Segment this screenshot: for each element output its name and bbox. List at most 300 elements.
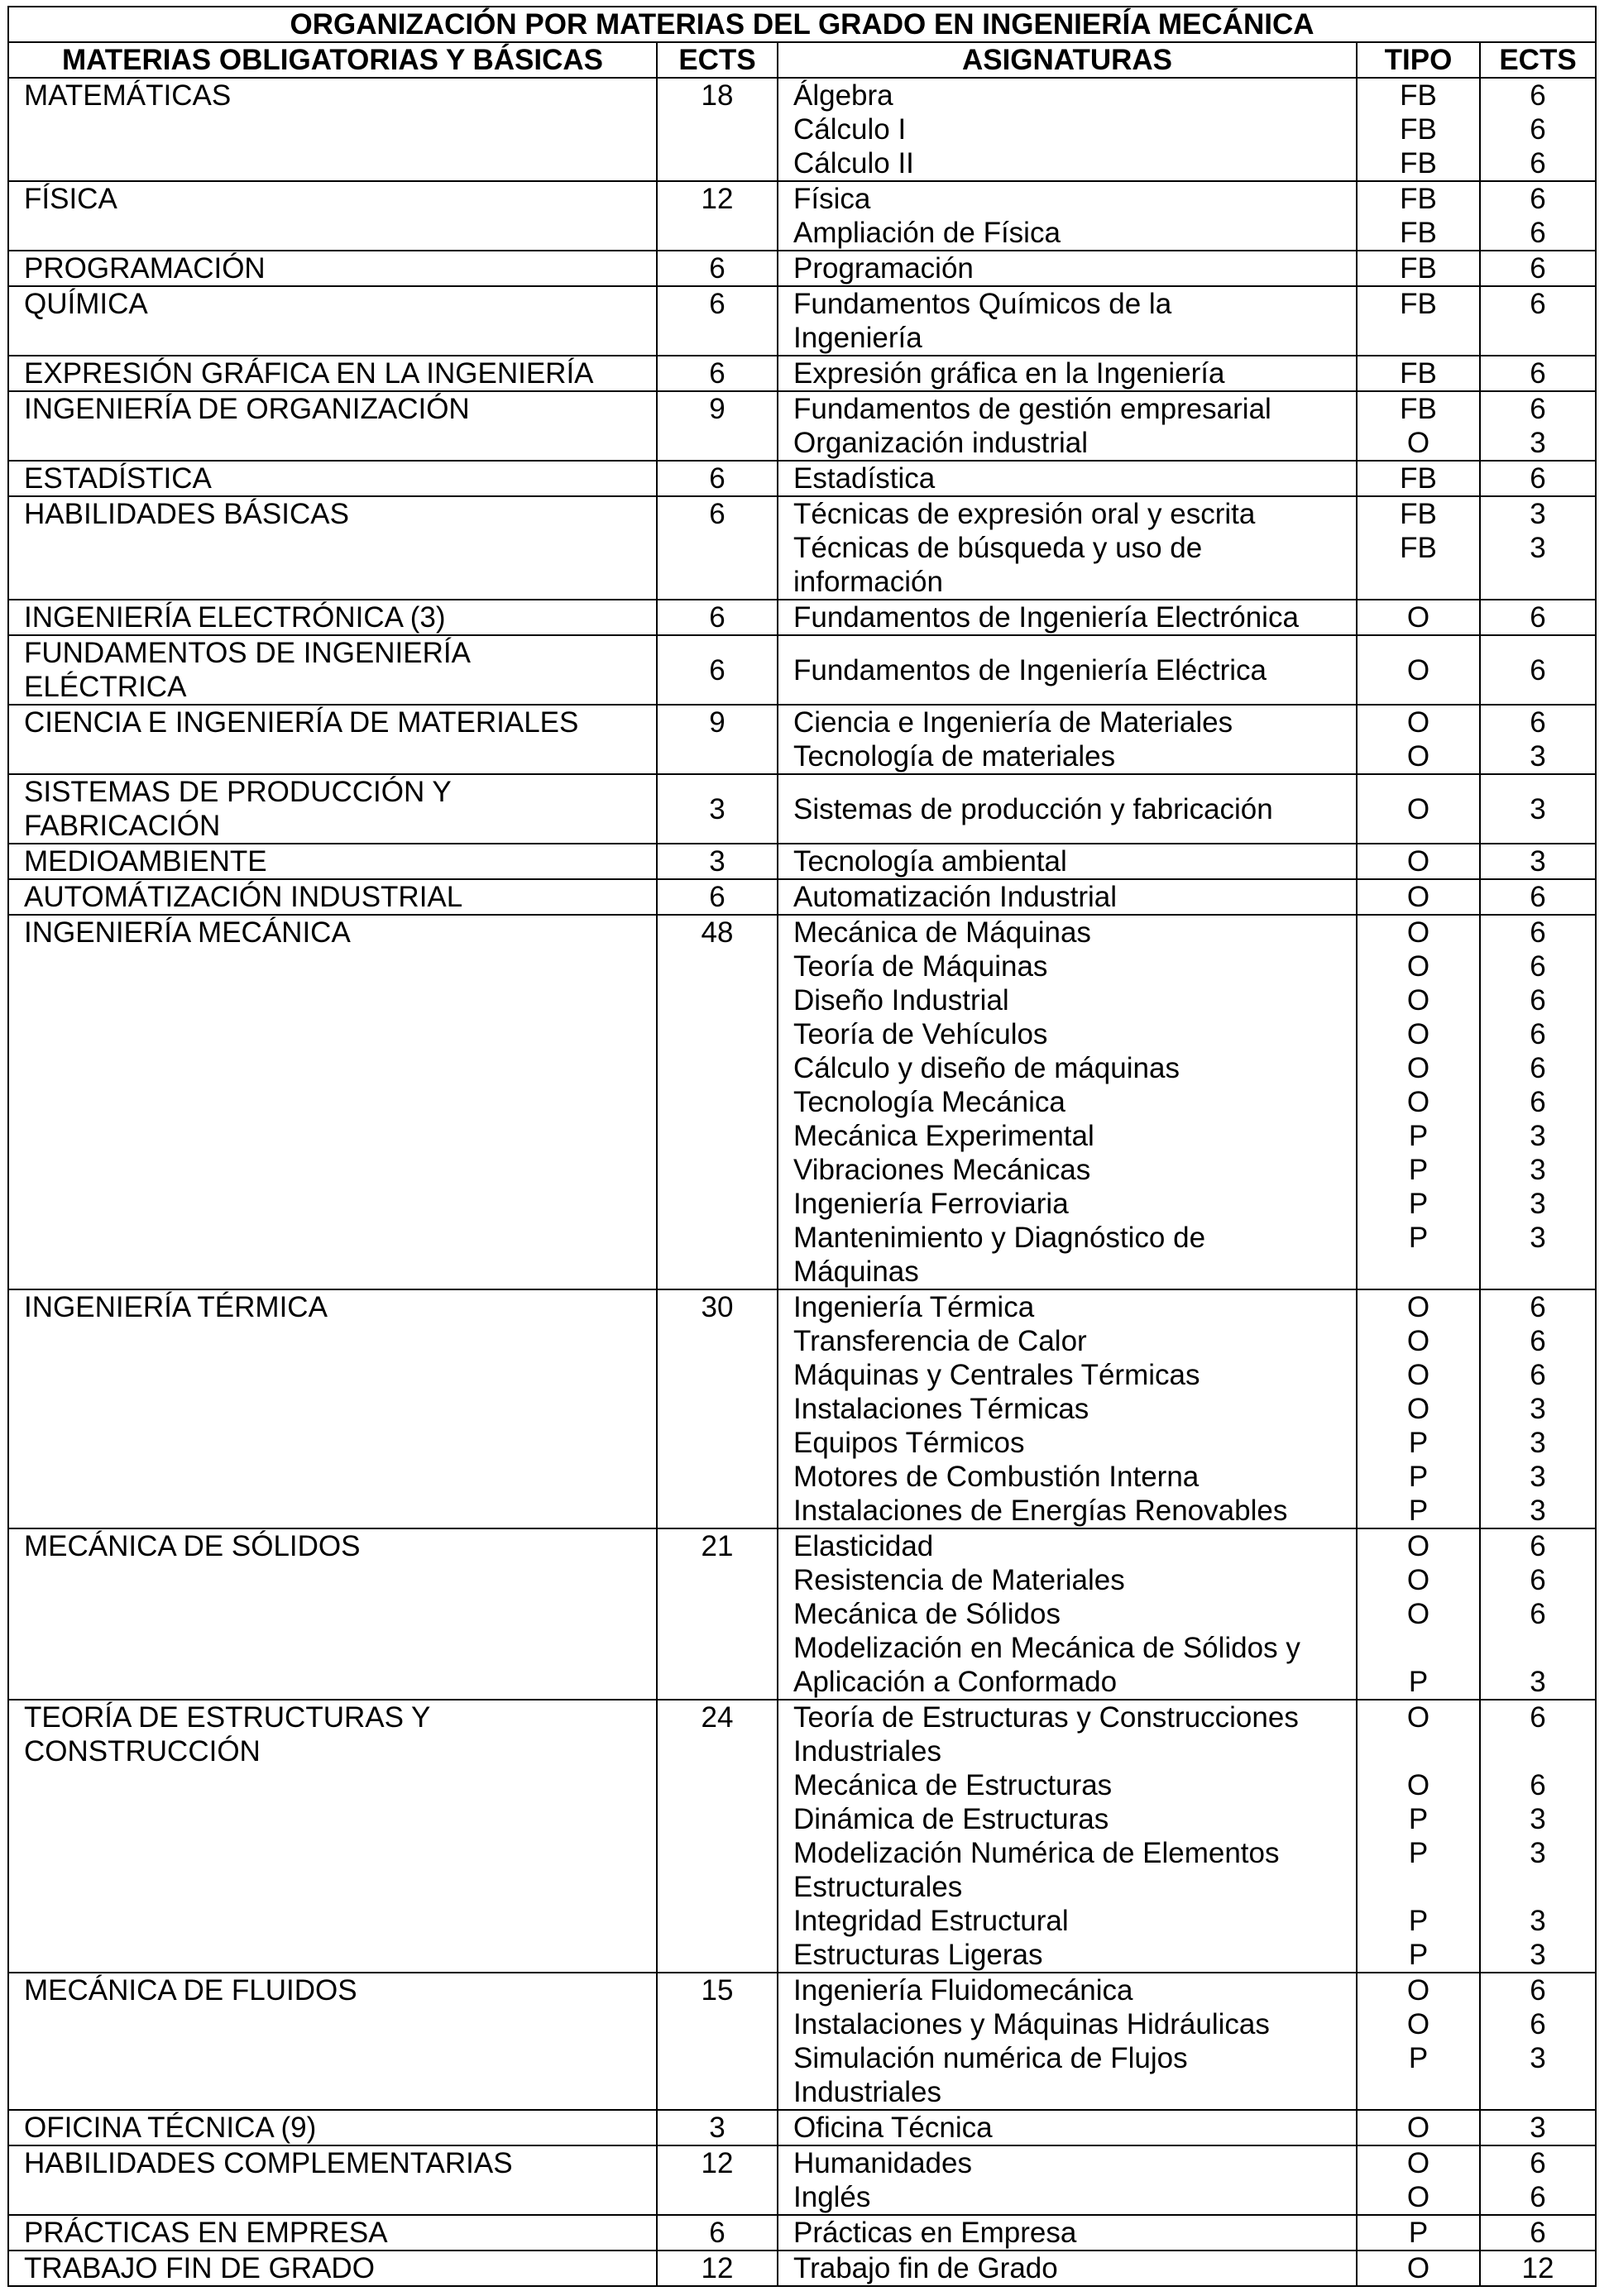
asignatura-ects-cell (1480, 78, 1596, 181)
asignatura-name: Instalaciones Térmicas (793, 1393, 1089, 1425)
materia-ects: 48 (701, 916, 734, 949)
table-row (8, 181, 1596, 251)
materia-ects-cell (657, 1700, 778, 1973)
table-row (8, 1289, 1596, 1528)
tipo-value: FB (1400, 288, 1437, 320)
asignatura-name: Ingeniería Fluidomecánica (793, 1974, 1133, 2007)
tipo-value: O (1406, 1701, 1430, 1734)
asignatura-name: Elasticidad (793, 1530, 934, 1562)
materia-name: QUÍMICA (24, 288, 148, 320)
table-body (8, 78, 1596, 2286)
asignatura-ects: 3 (1530, 1188, 1546, 1220)
tipo-value: O (1406, 601, 1430, 634)
tipo-value: P (1408, 1461, 1429, 1493)
asignatura-name: Tecnología de materiales (793, 740, 1116, 773)
asignaturas-cell (778, 2251, 1357, 2286)
asignatura-ects-cell (1480, 2251, 1596, 2286)
asignatura-name: Humanidades (793, 2147, 972, 2179)
materia-ects: 6 (709, 288, 725, 320)
tipo-value: FB (1400, 147, 1437, 179)
tipo-cell (1357, 1289, 1480, 1528)
materia-cell (8, 1289, 657, 1528)
tipo-value: FB (1400, 183, 1437, 215)
asignatura-ects-cell (1480, 2145, 1596, 2215)
header-ects: ECTS (657, 42, 778, 78)
tipo-value: P (1408, 2042, 1429, 2074)
materia-ects-cell (657, 356, 778, 391)
table-row (8, 2215, 1596, 2251)
asignatura-ects: 6 (1530, 1598, 1546, 1630)
asignatura-ects: 6 (1530, 2181, 1546, 2213)
materia-name: INGENIERÍA MECÁNICA (24, 916, 351, 949)
asignatura-ects-cell (1480, 774, 1596, 844)
asignaturas-cell (778, 2110, 1357, 2145)
asignatura-ects: 6 (1530, 1325, 1546, 1357)
tipo-value: O (1406, 916, 1430, 949)
tipo-value: FB (1400, 498, 1437, 530)
asignaturas-cell (778, 461, 1357, 496)
tipo-cell (1357, 391, 1480, 461)
table-title: ORGANIZACIÓN POR MATERIAS DEL GRADO EN INGENIERÍA MECÁNICA (8, 7, 1596, 42)
asignatura-ects: 6 (1530, 1564, 1546, 1596)
materia-cell (8, 181, 657, 251)
tipo-value: O (1406, 792, 1430, 825)
materia-name: EXPRESIÓN GRÁFICA EN LA INGENIERÍA (24, 357, 594, 390)
materia-ects: 12 (701, 2252, 734, 2284)
asignatura-name: Teoría de Máquinas (793, 950, 1048, 983)
materia-name: INGENIERÍA ELECTRÓNICA (3) (24, 601, 446, 634)
asignatura-ects: 3 (1530, 1120, 1546, 1152)
tipo-value: O (1406, 881, 1430, 913)
asignaturas-cell (778, 1289, 1357, 1528)
tipo-cell (1357, 356, 1480, 391)
table-row (8, 391, 1596, 461)
tipo-value: O (1406, 2112, 1430, 2144)
materia-ects-cell (657, 844, 778, 879)
asignatura-ects-cell (1480, 1700, 1596, 1973)
asignatura-ects: 6 (1530, 217, 1546, 249)
table-row (8, 356, 1596, 391)
asignatura-name: información (793, 566, 943, 598)
materia-ects-cell (657, 286, 778, 356)
materia-ects: 18 (701, 79, 734, 112)
materia-name: HABILIDADES COMPLEMENTARIAS (24, 2147, 513, 2179)
asignatura-ects: 6 (1530, 706, 1546, 739)
tipo-cell (1357, 2110, 1480, 2145)
asignatura-ects-cell (1480, 635, 1596, 705)
table-row (8, 461, 1596, 496)
materia-ects: 6 (709, 357, 725, 390)
table-row (8, 1700, 1596, 1973)
materia-cell (8, 705, 657, 774)
asignatura-ects-cell (1480, 1289, 1596, 1528)
asignatura-ects: 3 (1530, 1495, 1546, 1527)
asignatura-ects-cell (1480, 1973, 1596, 2110)
asignatura-name: Cálculo II (793, 147, 914, 179)
asignatura-ects-cell (1480, 391, 1596, 461)
materia-name: TEORÍA DE ESTRUCTURAS Y (24, 1701, 431, 1734)
asignatura-ects-cell (1480, 879, 1596, 915)
materia-name: MECÁNICA DE FLUIDOS (24, 1974, 357, 2007)
materia-cell (8, 286, 657, 356)
asignatura-ects: 6 (1530, 147, 1546, 179)
asignatura-name: Mecánica Experimental (793, 1120, 1094, 1152)
materia-ects-cell (657, 1973, 778, 2110)
asignaturas-cell (778, 1973, 1357, 2110)
table-row (8, 251, 1596, 286)
asignatura-name: Aplicación a Conformado (793, 1666, 1118, 1698)
asignaturas-cell (778, 286, 1357, 356)
tipo-value: P (1408, 1905, 1429, 1937)
tipo-value: FB (1400, 79, 1437, 112)
tipo-value: O (1406, 1530, 1430, 1562)
tipo-value: P (1408, 1427, 1429, 1459)
materia-name: CONSTRUCCIÓN (24, 1735, 261, 1767)
materia-ects: 6 (709, 252, 725, 285)
asignatura-ects: 6 (1530, 1974, 1546, 2007)
asignatura-ects: 6 (1530, 79, 1546, 112)
asignatura-ects: 6 (1530, 950, 1546, 983)
materia-cell (8, 879, 657, 915)
tipo-value: O (1406, 1052, 1430, 1084)
asignatura-name: Diseño Industrial (793, 984, 1009, 1016)
materia-ects: 24 (701, 1701, 734, 1734)
asignatura-name: Industriales (793, 2076, 941, 2108)
materia-ects: 9 (709, 706, 725, 739)
header-materias: MATERIAS OBLIGATORIAS Y BÁSICAS (8, 42, 657, 78)
asignatura-ects: 3 (1530, 1939, 1546, 1971)
materia-cell (8, 2251, 657, 2286)
header-asignaturas: ASIGNATURAS (778, 42, 1357, 78)
asignatura-ects: 6 (1530, 357, 1546, 390)
asignatura-name: Mecánica de Sólidos (793, 1598, 1061, 1630)
tipo-value: O (1406, 2252, 1430, 2284)
materia-ects-cell (657, 2145, 778, 2215)
materia-cell (8, 2145, 657, 2215)
asignatura-ects-cell (1480, 1528, 1596, 1700)
tipo-value: O (1406, 1598, 1430, 1630)
tipo-cell (1357, 774, 1480, 844)
materia-cell (8, 915, 657, 1289)
asignatura-name: Cálculo I (793, 113, 907, 146)
asignatura-ects: 3 (1530, 2112, 1546, 2144)
materia-cell (8, 391, 657, 461)
asignatura-name: Ampliación de Física (793, 217, 1061, 249)
materia-cell (8, 356, 657, 391)
materia-ects: 6 (709, 601, 725, 634)
asignaturas-cell (778, 496, 1357, 600)
tipo-value: O (1406, 706, 1430, 739)
table-row (8, 879, 1596, 915)
asignaturas-cell (778, 2215, 1357, 2251)
tipo-value: P (1408, 2217, 1429, 2249)
tipo-value: O (1406, 950, 1430, 983)
asignatura-ects-cell (1480, 181, 1596, 251)
materia-name: INGENIERÍA DE ORGANIZACIÓN (24, 393, 470, 425)
table-row (8, 635, 1596, 705)
asignaturas-cell (778, 391, 1357, 461)
asignaturas-cell (778, 1528, 1357, 1700)
asignaturas-cell (778, 879, 1357, 915)
tipo-cell (1357, 915, 1480, 1289)
asignatura-name: Estadística (793, 462, 936, 495)
tipo-cell (1357, 181, 1480, 251)
materia-name: FUNDAMENTOS DE INGENIERÍA (24, 637, 471, 669)
asignatura-ects: 6 (1530, 1701, 1546, 1734)
materia-name: SISTEMAS DE PRODUCCIÓN Y (24, 776, 452, 808)
materia-name: FABRICACIÓN (24, 810, 221, 842)
materia-cell (8, 251, 657, 286)
materia-name: AUTOMÁTIZACIÓN INDUSTRIAL (24, 881, 463, 913)
asignatura-ects: 6 (1530, 1086, 1546, 1118)
asignatura-ects: 3 (1530, 1461, 1546, 1493)
materia-ects-cell (657, 879, 778, 915)
asignatura-name: Física (793, 183, 871, 215)
asignatura-name: Motores de Combustión Interna (793, 1461, 1200, 1493)
asignatura-ects-cell (1480, 2215, 1596, 2251)
materia-ects: 21 (701, 1530, 734, 1562)
materia-name: OFICINA TÉCNICA (9) (24, 2112, 317, 2144)
tipo-value: O (1406, 1393, 1430, 1425)
tipo-value: O (1406, 1359, 1430, 1391)
asignatura-name: Modelización en Mecánica de Sólidos y (793, 1632, 1300, 1664)
asignaturas-cell (778, 844, 1357, 879)
table-row (8, 915, 1596, 1289)
asignaturas-cell (778, 635, 1357, 705)
materia-name: PRÁCTICAS EN EMPRESA (24, 2217, 388, 2249)
table-row (8, 844, 1596, 879)
materia-cell (8, 635, 657, 705)
tipo-value: P (1408, 1837, 1429, 1869)
asignatura-name: Teoría de Estructuras y Construcciones (793, 1701, 1299, 1734)
asignatura-ects: 6 (1530, 2008, 1546, 2040)
materia-ects-cell (657, 705, 778, 774)
asignatura-ects: 6 (1530, 113, 1546, 146)
asignatura-name: Técnicas de expresión oral y escrita (793, 498, 1256, 530)
tipo-value: P (1408, 1803, 1429, 1835)
asignatura-name: Teoría de Vehículos (793, 1018, 1048, 1050)
asignaturas-cell (778, 78, 1357, 181)
asignatura-name: Ingeniería (793, 322, 922, 354)
materia-name: FÍSICA (24, 183, 117, 215)
tipo-value: FB (1400, 462, 1437, 495)
materia-ects-cell (657, 635, 778, 705)
asignatura-ects: 6 (1530, 288, 1546, 320)
table-row (8, 1528, 1596, 1700)
materia-ects: 6 (709, 498, 725, 530)
materia-ects: 9 (709, 393, 725, 425)
asignatura-ects: 6 (1530, 1018, 1546, 1050)
tipo-cell (1357, 600, 1480, 635)
asignatura-name: Técnicas de búsqueda y uso de (793, 532, 1203, 564)
tipo-value: FB (1400, 532, 1437, 564)
materia-name: ESTADÍSTICA (24, 462, 212, 495)
asignatura-name: Álgebra (793, 79, 893, 112)
table-row (8, 496, 1596, 600)
materia-ects-cell (657, 2110, 778, 2145)
asignatura-ects-cell (1480, 915, 1596, 1289)
asignaturas-cell (778, 705, 1357, 774)
tipo-value: P (1408, 1222, 1429, 1254)
table-row (8, 2251, 1596, 2286)
tipo-value: FB (1400, 217, 1437, 249)
table-row (8, 705, 1596, 774)
asignatura-ects: 3 (1530, 1837, 1546, 1869)
asignatura-ects: 6 (1530, 653, 1546, 686)
asignatura-ects: 6 (1530, 1291, 1546, 1323)
materia-ects-cell (657, 181, 778, 251)
asignaturas-cell (778, 774, 1357, 844)
materia-ects-cell (657, 600, 778, 635)
asignatura-name: Fundamentos de gestión empresarial (793, 393, 1271, 425)
tipo-value: O (1406, 2181, 1430, 2213)
asignatura-ects: 3 (1530, 1154, 1546, 1186)
tipo-cell (1357, 251, 1480, 286)
asignatura-ects: 3 (1530, 1666, 1546, 1698)
materia-ects: 6 (709, 462, 725, 495)
subjects-table (7, 6, 1597, 2287)
asignatura-ects-cell (1480, 356, 1596, 391)
materia-name: MEDIOAMBIENTE (24, 845, 267, 878)
asignatura-ects-cell (1480, 461, 1596, 496)
asignatura-name: Oficina Técnica (793, 2112, 993, 2144)
materia-ects: 15 (701, 1974, 734, 2007)
tipo-value: O (1406, 1086, 1430, 1118)
asignatura-name: Fundamentos Químicos de la (793, 288, 1172, 320)
tipo-cell (1357, 286, 1480, 356)
materia-cell (8, 1700, 657, 1973)
asignatura-name: Simulación numérica de Flujos (793, 2042, 1188, 2074)
asignatura-name: Ingeniería Ferroviaria (793, 1188, 1069, 1220)
tipo-value: O (1406, 653, 1430, 686)
materia-ects: 3 (709, 2112, 725, 2144)
tipo-cell (1357, 2251, 1480, 2286)
materia-ects-cell (657, 496, 778, 600)
materia-cell (8, 78, 657, 181)
tipo-value: FB (1400, 357, 1437, 390)
asignatura-ects: 6 (1530, 1769, 1546, 1801)
table-row (8, 774, 1596, 844)
asignatura-ects-cell (1480, 251, 1596, 286)
asignatura-name: Modelización Numérica de Elementos (793, 1837, 1280, 1869)
asignatura-ects: 3 (1530, 1427, 1546, 1459)
asignatura-ects: 6 (1530, 462, 1546, 495)
tipo-value: O (1406, 427, 1430, 459)
tipo-cell (1357, 1700, 1480, 1973)
asignaturas-cell (778, 600, 1357, 635)
asignatura-name: Industriales (793, 1735, 941, 1767)
materia-ects: 6 (709, 2217, 725, 2249)
materia-name: ELÉCTRICA (24, 671, 187, 703)
materia-ects: 6 (709, 881, 725, 913)
materia-name: MECÁNICA DE SÓLIDOS (24, 1530, 361, 1562)
asignatura-ects: 6 (1530, 1530, 1546, 1562)
asignatura-name: Fundamentos de Ingeniería Eléctrica (793, 653, 1267, 686)
table-row (8, 1973, 1596, 2110)
materia-ects-cell (657, 2215, 778, 2251)
asignatura-name: Expresión gráfica en la Ingeniería (793, 357, 1225, 390)
asignaturas-cell (778, 251, 1357, 286)
tipo-cell (1357, 844, 1480, 879)
materia-ects-cell (657, 78, 778, 181)
asignatura-name: Ingeniería Térmica (793, 1291, 1035, 1323)
asignatura-name: Instalaciones y Máquinas Hidráulicas (793, 2008, 1270, 2040)
table-row (8, 600, 1596, 635)
materia-cell (8, 600, 657, 635)
tipo-value: O (1406, 1974, 1430, 2007)
table-row (8, 286, 1596, 356)
asignatura-ects: 3 (1530, 1803, 1546, 1835)
asignatura-name: Integridad Estructural (793, 1905, 1069, 1937)
asignatura-name: Vibraciones Mecánicas (793, 1154, 1091, 1186)
tipo-value: O (1406, 845, 1430, 878)
asignatura-name: Mecánica de Estructuras (793, 1769, 1113, 1801)
tipo-value: O (1406, 1018, 1430, 1050)
asignatura-ects: 6 (1530, 1359, 1546, 1391)
materia-name: MATEMÁTICAS (24, 79, 232, 112)
materia-name: TRABAJO FIN DE GRADO (24, 2252, 375, 2284)
tipo-value: O (1406, 1291, 1430, 1323)
materia-cell (8, 2215, 657, 2251)
header-ects-asignatura: ECTS (1480, 42, 1596, 78)
asignatura-ects: 6 (1530, 916, 1546, 949)
asignaturas-cell (778, 181, 1357, 251)
tipo-value: P (1408, 1666, 1429, 1698)
materia-ects-cell (657, 391, 778, 461)
tipo-value: P (1408, 1120, 1429, 1152)
tipo-value: FB (1400, 252, 1437, 285)
materia-ects-cell (657, 461, 778, 496)
materia-name: CIENCIA E INGENIERÍA DE MATERIALES (24, 706, 579, 739)
materia-ects-cell (657, 1289, 778, 1528)
tipo-cell (1357, 1973, 1480, 2110)
tipo-value: P (1408, 1495, 1429, 1527)
materia-cell (8, 1528, 657, 1700)
asignatura-ects-cell (1480, 600, 1596, 635)
tipo-cell (1357, 461, 1480, 496)
asignatura-ects: 3 (1530, 740, 1546, 773)
tipo-cell (1357, 1528, 1480, 1700)
tipo-cell (1357, 705, 1480, 774)
tipo-value: O (1406, 1564, 1430, 1596)
asignatura-ects: 3 (1530, 532, 1546, 564)
asignaturas-cell (778, 2145, 1357, 2215)
asignatura-ects: 6 (1530, 601, 1546, 634)
asignatura-ects: 3 (1530, 792, 1546, 825)
tipo-cell (1357, 879, 1480, 915)
materia-ects-cell (657, 2251, 778, 2286)
tipo-cell (1357, 635, 1480, 705)
asignatura-name: Tecnología Mecánica (793, 1086, 1065, 1118)
asignatura-name: Prácticas en Empresa (793, 2217, 1077, 2249)
asignatura-ects-cell (1480, 2110, 1596, 2145)
tipo-value: O (1406, 1769, 1430, 1801)
materia-name: PROGRAMACIÓN (24, 252, 266, 285)
materia-cell (8, 1973, 657, 2110)
asignatura-name: Resistencia de Materiales (793, 1564, 1125, 1596)
asignatura-name: Estructuras Ligeras (793, 1939, 1043, 1971)
asignatura-name: Programación (793, 252, 974, 285)
asignatura-ects: 6 (1530, 2147, 1546, 2179)
asignatura-ects: 3 (1530, 845, 1546, 878)
tipo-value: O (1406, 740, 1430, 773)
tipo-value: FB (1400, 393, 1437, 425)
asignatura-ects: 3 (1530, 2042, 1546, 2074)
materia-ects-cell (657, 774, 778, 844)
materia-name: HABILIDADES BÁSICAS (24, 498, 349, 530)
materia-ects: 12 (701, 2147, 734, 2179)
materia-ects: 6 (709, 653, 725, 686)
